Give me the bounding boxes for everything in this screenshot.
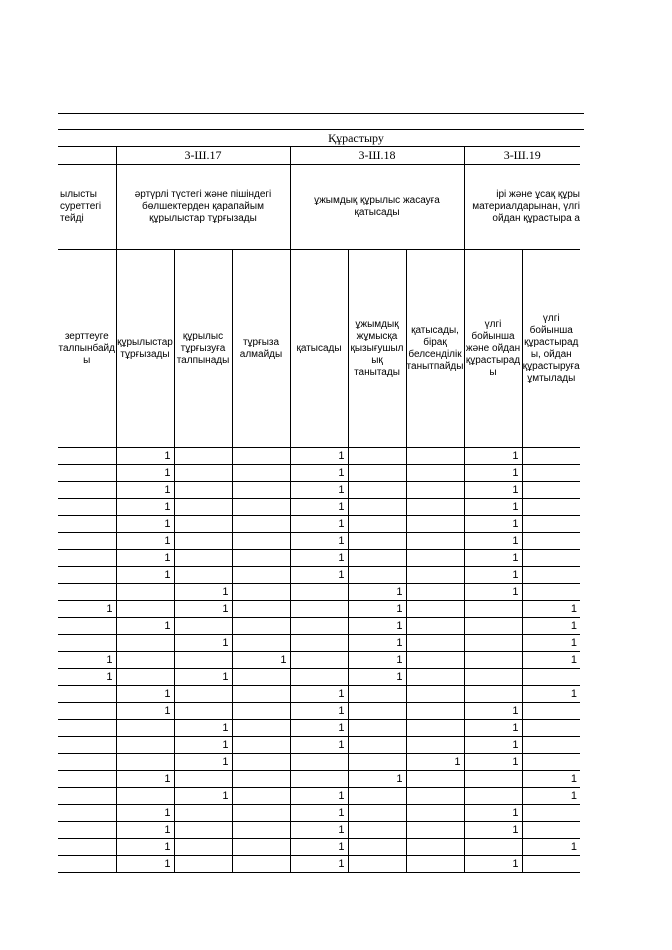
table-cell (174, 499, 232, 516)
table-cell (348, 754, 406, 771)
table-cell: 1 (464, 482, 522, 499)
table-row (58, 448, 580, 465)
table-cell: 1 (116, 499, 174, 516)
table-cell: 1 (406, 754, 464, 771)
table-cell (174, 516, 232, 533)
table-cell: 1 (174, 754, 232, 771)
table-cell (232, 737, 290, 754)
table-cell (522, 805, 580, 822)
table-row (58, 635, 580, 652)
table-cell (58, 482, 116, 499)
table-cell (522, 584, 580, 601)
table-cell: 1 (116, 516, 174, 533)
table-cell: 1 (464, 805, 522, 822)
table-cell: 1 (116, 448, 174, 465)
table-cell: 1 (464, 720, 522, 737)
table-cell (290, 584, 348, 601)
table-cell (290, 754, 348, 771)
table-cell (406, 856, 464, 873)
table-cell (406, 533, 464, 550)
table-cell: 1 (464, 737, 522, 754)
table-cell: 1 (522, 652, 580, 669)
table-cell (58, 686, 116, 703)
table-cell: 1 (116, 856, 174, 873)
table-cell (232, 635, 290, 652)
table-cell (116, 720, 174, 737)
table-cell (406, 720, 464, 737)
table-cell: 1 (116, 618, 174, 635)
table-cell (58, 465, 116, 482)
table-cell (116, 669, 174, 686)
table-cell (522, 448, 580, 465)
table-cell (58, 618, 116, 635)
table-cell (174, 482, 232, 499)
table-cell (348, 482, 406, 499)
table-cell (348, 465, 406, 482)
table-cell (522, 669, 580, 686)
table-row (58, 856, 580, 873)
level-1: құрылыстар тұрғызады (116, 250, 174, 448)
table-cell (406, 635, 464, 652)
table-cell (290, 618, 348, 635)
table-cell (58, 822, 116, 839)
table-cell (522, 822, 580, 839)
table-cell (406, 601, 464, 618)
top-rule (58, 113, 584, 114)
table-cell: 1 (290, 482, 348, 499)
table-cell: 1 (522, 618, 580, 635)
table-cell (232, 686, 290, 703)
table-cell (232, 771, 290, 788)
table-cell (232, 856, 290, 873)
table-cell (232, 805, 290, 822)
table-cell (522, 737, 580, 754)
table-cell: 1 (348, 652, 406, 669)
table-cell (232, 516, 290, 533)
table-row (58, 584, 580, 601)
table-row (58, 669, 580, 686)
table-cell (232, 601, 290, 618)
table-cell: 1 (174, 635, 232, 652)
table-cell (348, 737, 406, 754)
table-cell: 1 (522, 635, 580, 652)
table-cell: 1 (290, 567, 348, 584)
table-cell (174, 550, 232, 567)
table-cell (406, 652, 464, 669)
table-cell: 1 (232, 652, 290, 669)
table-cell (232, 788, 290, 805)
table-cell: 1 (116, 703, 174, 720)
table-cell (58, 754, 116, 771)
table-cell: 1 (290, 703, 348, 720)
table-cell (290, 652, 348, 669)
table-cell (174, 703, 232, 720)
table-row (58, 533, 580, 550)
code-3-sh-17: 3-Ш.17 (116, 147, 290, 165)
table-cell: 1 (116, 550, 174, 567)
table-cell (406, 584, 464, 601)
table-cell (348, 686, 406, 703)
table-cell (464, 618, 522, 635)
table-cell: 1 (174, 720, 232, 737)
table-cell (290, 669, 348, 686)
table-cell: 1 (116, 686, 174, 703)
table-cell (232, 584, 290, 601)
table-cell: 1 (348, 771, 406, 788)
table-cell (58, 533, 116, 550)
table-cell: 1 (464, 516, 522, 533)
table-cell (522, 482, 580, 499)
table-cell (174, 567, 232, 584)
table-row (58, 737, 580, 754)
table-cell: 1 (522, 601, 580, 618)
table-cell: 1 (174, 737, 232, 754)
table-cell (232, 618, 290, 635)
table-cell (290, 635, 348, 652)
table-cell: 1 (290, 856, 348, 873)
table-cell (348, 567, 406, 584)
table-cell: 1 (116, 805, 174, 822)
table-cell: 1 (464, 584, 522, 601)
table-cell: 1 (464, 499, 522, 516)
table-cell (522, 499, 580, 516)
table-cell (58, 516, 116, 533)
table-cell: 1 (290, 788, 348, 805)
level-6: қатысады, бірақ белсенділік танытпайды (406, 250, 464, 448)
section-title: Құрастыру (328, 131, 384, 145)
table-cell: 1 (464, 550, 522, 567)
assessment-table (58, 146, 580, 873)
table-cell (232, 669, 290, 686)
code-cell-left (58, 147, 116, 165)
table-cell (232, 499, 290, 516)
desc-3-sh-18: ұжымдық құрылыс жасауға қатысады (290, 165, 464, 250)
level-2: құрылыс тұрғызуға талпынады (174, 250, 232, 448)
table-cell (232, 754, 290, 771)
table-cell (348, 805, 406, 822)
table-cell (116, 601, 174, 618)
table-cell: 1 (464, 754, 522, 771)
table-cell (58, 499, 116, 516)
table-cell (348, 822, 406, 839)
table-cell (464, 771, 522, 788)
table-cell (464, 669, 522, 686)
table-row (58, 805, 580, 822)
table-cell (232, 482, 290, 499)
table-row (58, 703, 580, 720)
table-cell: 1 (290, 805, 348, 822)
level-7: үлгі бойынша және ойдан құрастырад ы (464, 250, 522, 448)
table-cell (348, 720, 406, 737)
table-cell (464, 635, 522, 652)
table-cell (232, 703, 290, 720)
table-cell: 1 (290, 822, 348, 839)
table-cell: 1 (464, 448, 522, 465)
table-cell: 1 (464, 465, 522, 482)
table-cell (348, 550, 406, 567)
table-row (58, 567, 580, 584)
table-cell (174, 822, 232, 839)
table-cell: 1 (116, 567, 174, 584)
table-cell (464, 652, 522, 669)
desc-left-partial: ылысты суреттегі тейді (58, 165, 116, 250)
table-cell (174, 448, 232, 465)
table-cell (58, 737, 116, 754)
table-cell: 1 (174, 584, 232, 601)
table-cell (116, 754, 174, 771)
table-cell: 1 (290, 737, 348, 754)
table-cell (464, 788, 522, 805)
table-cell (58, 788, 116, 805)
table-cell (58, 567, 116, 584)
table-cell (174, 652, 232, 669)
table-cell (174, 465, 232, 482)
table-cell (174, 686, 232, 703)
table-cell (232, 720, 290, 737)
table-cell (58, 635, 116, 652)
table-cell (232, 465, 290, 482)
table-row (58, 754, 580, 771)
table-cell (58, 805, 116, 822)
desc-3-sh-17: әртүрлі түстегі және пішіндегі бөлшектерден қарапайым құрылыстар тұрғызады (116, 165, 290, 250)
table-cell (232, 567, 290, 584)
table-cell: 1 (464, 703, 522, 720)
table-cell (232, 448, 290, 465)
table-row (58, 482, 580, 499)
table-cell (464, 839, 522, 856)
table-row (58, 839, 580, 856)
table-cell: 1 (58, 652, 116, 669)
table-cell (174, 618, 232, 635)
table-cell: 1 (464, 856, 522, 873)
table-cell (406, 516, 464, 533)
table-cell (406, 788, 464, 805)
table-cell: 1 (348, 635, 406, 652)
table-cell (406, 839, 464, 856)
level-5: ұжымдық жұмысқа қызығушыл ық танытады (348, 250, 406, 448)
table-cell: 1 (290, 516, 348, 533)
table-cell: 1 (522, 686, 580, 703)
table-cell (232, 822, 290, 839)
table-cell (348, 499, 406, 516)
table-cell: 1 (174, 669, 232, 686)
table-cell: 1 (348, 618, 406, 635)
table-cell: 1 (290, 499, 348, 516)
table-cell (58, 720, 116, 737)
level-8: үлгі бойынша құрастырад ы, ойдан құрастыруға ұмтылады (522, 250, 580, 448)
table-cell: 1 (522, 839, 580, 856)
table-cell (116, 584, 174, 601)
table-cell (232, 839, 290, 856)
table-cell (290, 771, 348, 788)
table-row (58, 686, 580, 703)
table-cell (522, 550, 580, 567)
table-cell: 1 (464, 533, 522, 550)
table-cell (174, 839, 232, 856)
table-cell: 1 (290, 720, 348, 737)
table-cell: 1 (290, 465, 348, 482)
table-cell (406, 703, 464, 720)
table-cell: 1 (58, 601, 116, 618)
table-cell: 1 (348, 669, 406, 686)
table-cell (348, 856, 406, 873)
table-cell: 1 (464, 567, 522, 584)
table-row (58, 822, 580, 839)
table-cell: 1 (116, 771, 174, 788)
table-cell (232, 550, 290, 567)
table-cell: 1 (290, 448, 348, 465)
level-0: зерттеуге талпынбайд ы (58, 250, 116, 448)
table-cell (522, 516, 580, 533)
table-cell (348, 448, 406, 465)
table-cell: 1 (290, 533, 348, 550)
table-cell (58, 856, 116, 873)
table-cell (464, 686, 522, 703)
table-cell: 1 (116, 482, 174, 499)
table-row (58, 771, 580, 788)
table-cell (522, 703, 580, 720)
table-cell: 1 (116, 465, 174, 482)
level-4: қатысады (290, 250, 348, 448)
table-cell (58, 771, 116, 788)
table-cell (116, 737, 174, 754)
table-cell (116, 652, 174, 669)
table-cell (406, 550, 464, 567)
table-cell (58, 839, 116, 856)
table-row (58, 499, 580, 516)
table-cell (406, 448, 464, 465)
table-cell (232, 533, 290, 550)
table-cell (174, 771, 232, 788)
table-cell: 1 (116, 822, 174, 839)
table-cell (174, 533, 232, 550)
table-row (58, 652, 580, 669)
table-cell (522, 720, 580, 737)
table-cell (406, 805, 464, 822)
table-row (58, 618, 580, 635)
table-cell: 1 (58, 669, 116, 686)
table-cell: 1 (116, 839, 174, 856)
table-cell (348, 839, 406, 856)
table-cell (348, 703, 406, 720)
table-cell (116, 788, 174, 805)
table-cell (406, 686, 464, 703)
table-cell (58, 550, 116, 567)
table-cell (58, 703, 116, 720)
table-row (58, 788, 580, 805)
table-cell (464, 601, 522, 618)
code-3-sh-19: 3-Ш.19 (464, 147, 580, 165)
table-cell (522, 754, 580, 771)
table-row (58, 550, 580, 567)
table-cell (406, 618, 464, 635)
code-3-sh-18: 3-Ш.18 (290, 147, 464, 165)
table-cell (174, 856, 232, 873)
table-cell (522, 567, 580, 584)
table-cell (522, 856, 580, 873)
table-cell (406, 567, 464, 584)
table-cell (406, 737, 464, 754)
table-cell: 1 (290, 839, 348, 856)
table-row (58, 720, 580, 737)
table-cell (522, 465, 580, 482)
table-cell (348, 516, 406, 533)
table-row (58, 601, 580, 618)
table-cell (406, 822, 464, 839)
table-cell (406, 465, 464, 482)
table-cell: 1 (464, 822, 522, 839)
table-cell (58, 584, 116, 601)
table-cell (58, 448, 116, 465)
table-cell (348, 533, 406, 550)
table-cell: 1 (348, 601, 406, 618)
level-3: тұрғыза алмайды (232, 250, 290, 448)
table-cell (406, 771, 464, 788)
table-cell: 1 (174, 788, 232, 805)
table-cell (116, 635, 174, 652)
table-cell (406, 499, 464, 516)
table-cell (174, 805, 232, 822)
table-cell (522, 533, 580, 550)
desc-3-sh-19: ірі және ұсақ құры материалдарынан, үлгі ойдан құрастыра а (464, 165, 580, 250)
table-cell (406, 669, 464, 686)
table-cell: 1 (522, 788, 580, 805)
table-row (58, 516, 580, 533)
table-row (58, 465, 580, 482)
table-cell: 1 (290, 686, 348, 703)
table-cell (290, 601, 348, 618)
table-cell (348, 788, 406, 805)
table-cell: 1 (116, 533, 174, 550)
table-cell: 1 (290, 550, 348, 567)
table-cell: 1 (522, 771, 580, 788)
table-cell (406, 482, 464, 499)
table-cell: 1 (348, 584, 406, 601)
table-cell: 1 (174, 601, 232, 618)
